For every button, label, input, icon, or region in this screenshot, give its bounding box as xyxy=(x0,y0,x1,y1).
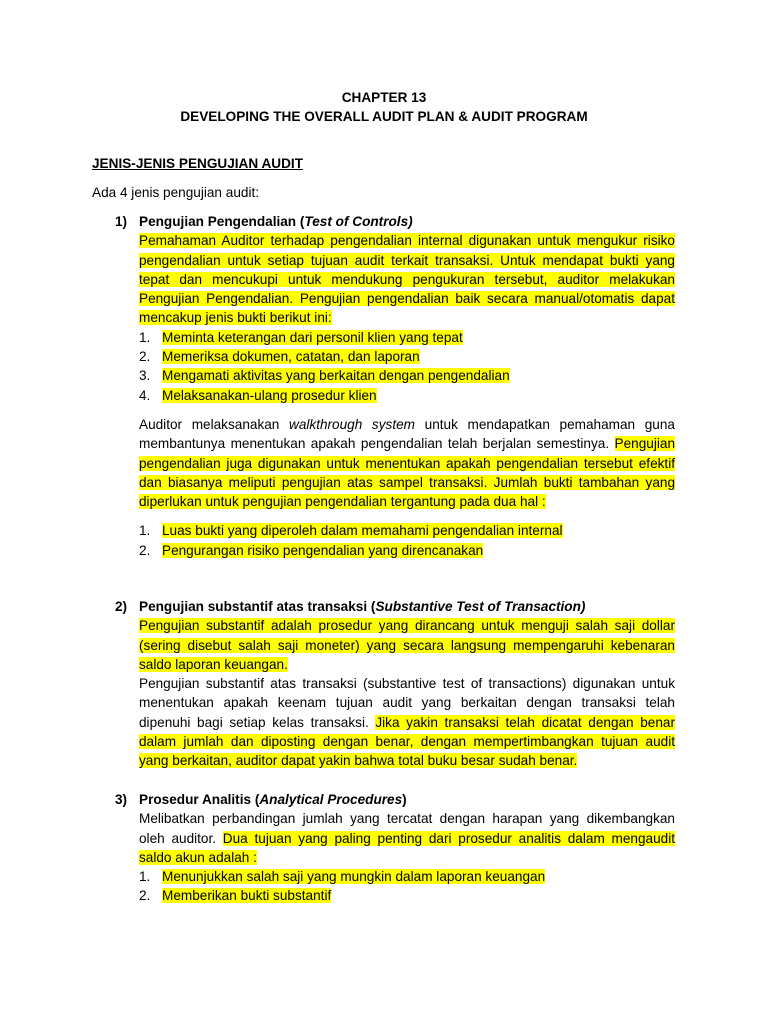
list-number: 2. xyxy=(139,888,151,904)
list-number: 1. xyxy=(139,869,151,885)
paragraph-text: Melibatkan perbandingan jumlah yang tercatat dengan harapan yang dikembangkan oleh auditor. xyxy=(139,811,675,846)
section-title-text: Prosedur Analitis ( xyxy=(139,792,260,807)
paragraph-text: Pengujian substantif atas transaksi (substantive test of transactions) digunakan untuk menentukan apakah keenam tujuan audit yang berkaitan dengan transaksi telah dipenuhi bagi setiap kelas transaksi. xyxy=(139,676,675,730)
chapter-title: DEVELOPING THE OVERALL AUDIT PLAN & AUDIT PROGRAM xyxy=(180,109,588,124)
list-number: 4. xyxy=(139,387,151,403)
section-number: 1) xyxy=(115,214,128,229)
chapter-number: CHAPTER 13 xyxy=(341,90,427,105)
list-item xyxy=(139,521,675,540)
list-number: 2. xyxy=(139,349,151,365)
section-title-italic: Analytical Procedures xyxy=(259,792,403,807)
section-title xyxy=(139,790,675,809)
section-paragraph xyxy=(139,674,675,770)
section-title xyxy=(139,597,675,616)
section-2 xyxy=(115,597,675,771)
intro-text: Ada 4 jenis pengujian audit: xyxy=(92,185,260,200)
highlighted-text: Dua tujuan yang paling penting dari prosedur analitis dalam mengaudit saldo akun adalah : xyxy=(139,830,675,865)
section-paragraph xyxy=(139,616,675,674)
section-title-text: Pengujian Pengendalian ( xyxy=(139,214,305,229)
list-text: Memeriksa dokumen, catatan, dan laporan xyxy=(162,349,420,365)
list-text: Menunjukkan salah saji yang mungkin dalam laporan keuangan xyxy=(162,869,546,885)
section-number: 3) xyxy=(115,792,128,807)
section-1 xyxy=(115,212,675,560)
factor-list xyxy=(139,521,675,560)
section-title-end: ) xyxy=(402,792,407,807)
section-heading: JENIS-JENIS PENGUJIAN AUDIT xyxy=(92,156,303,171)
list-item xyxy=(139,541,675,560)
list-text: Memberikan bukti substantif xyxy=(162,888,332,904)
section-title-text: Pengujian substantif atas transaksi ( xyxy=(139,599,376,614)
objective-list xyxy=(139,867,675,906)
section-paragraph xyxy=(139,809,675,867)
section-3 xyxy=(115,790,675,906)
list-text: Pengurangan risiko pengendalian yang direncanakan xyxy=(162,542,484,558)
section-title-italic: Substantive Test of Transaction) xyxy=(375,599,586,614)
paragraph-text: untuk mendapatkan pemahaman guna membantunya menentukan apakah pengendalian telah berjalan semestinya. xyxy=(139,416,675,452)
highlighted-text: Jika yakin transaksi telah dicatat dengan benar dalam jumlah dan diposting dengan benar, dengan mempertimbangkan tujuan audit yang berkaitan, auditor dapat yakin bahwa total buku besar sudah benar. xyxy=(139,714,676,769)
paragraph-italic: walkthrough system xyxy=(289,416,415,432)
section-paragraph xyxy=(139,231,675,327)
highlighted-text: Pengujian pengendalian juga digunakan untuk menentukan apakah pengendalian tersebut efektif dan biasanya meliputi pengujian atas sampel transaksi. Jumlah bukti tambahan yang diperlukan untuk pengujian pengendalian tergantung pada dua hal : xyxy=(139,436,675,510)
list-item xyxy=(139,386,675,405)
list-number: 1. xyxy=(139,523,151,539)
list-item xyxy=(139,366,675,385)
list-number: 1. xyxy=(139,329,151,345)
list-item xyxy=(139,867,675,886)
section-title-italic: Test of Controls) xyxy=(304,214,413,229)
highlighted-text: Pengujian substantif adalah prosedur yang dirancang untuk menguji salah saji dollar (sering disebut salah saji moneter) yang secara langsung mempengaruhi kebenaran saldo laporan keuangan. xyxy=(139,618,675,672)
list-text: Luas bukti yang diperoleh dalam memahami pengendalian internal xyxy=(162,523,563,539)
list-item xyxy=(139,328,675,347)
list-item xyxy=(139,886,675,905)
list-number: 2. xyxy=(139,542,151,558)
paragraph-text: Auditor melaksanakan xyxy=(139,416,289,432)
list-item xyxy=(139,347,675,366)
list-text: Mengamati aktivitas yang berkaitan dengan pengendalian xyxy=(162,368,510,384)
section-number: 2) xyxy=(115,599,128,614)
highlighted-text: Pemahaman Auditor terhadap pengendalian internal digunakan untuk mengukur risiko pengendalian untuk setiap tujuan audit terkait transaksi. Untuk mendapat bukti yang tepat dan mencukupi untuk mendukung pengukuran tersebut, auditor melakukan Pengujian Pengendalian. Pengujian pengendalian baik secara manual/otomatis dapat mencakup jenis bukti berikut ini: xyxy=(139,233,675,326)
list-text: Meminta keterangan dari personil klien yang tepat xyxy=(162,329,463,345)
evidence-list xyxy=(139,328,675,405)
section-paragraph xyxy=(139,415,675,511)
section-title xyxy=(139,212,675,231)
list-number: 3. xyxy=(139,368,151,384)
list-text: Melaksanakan-ulang prosedur klien xyxy=(162,387,377,403)
